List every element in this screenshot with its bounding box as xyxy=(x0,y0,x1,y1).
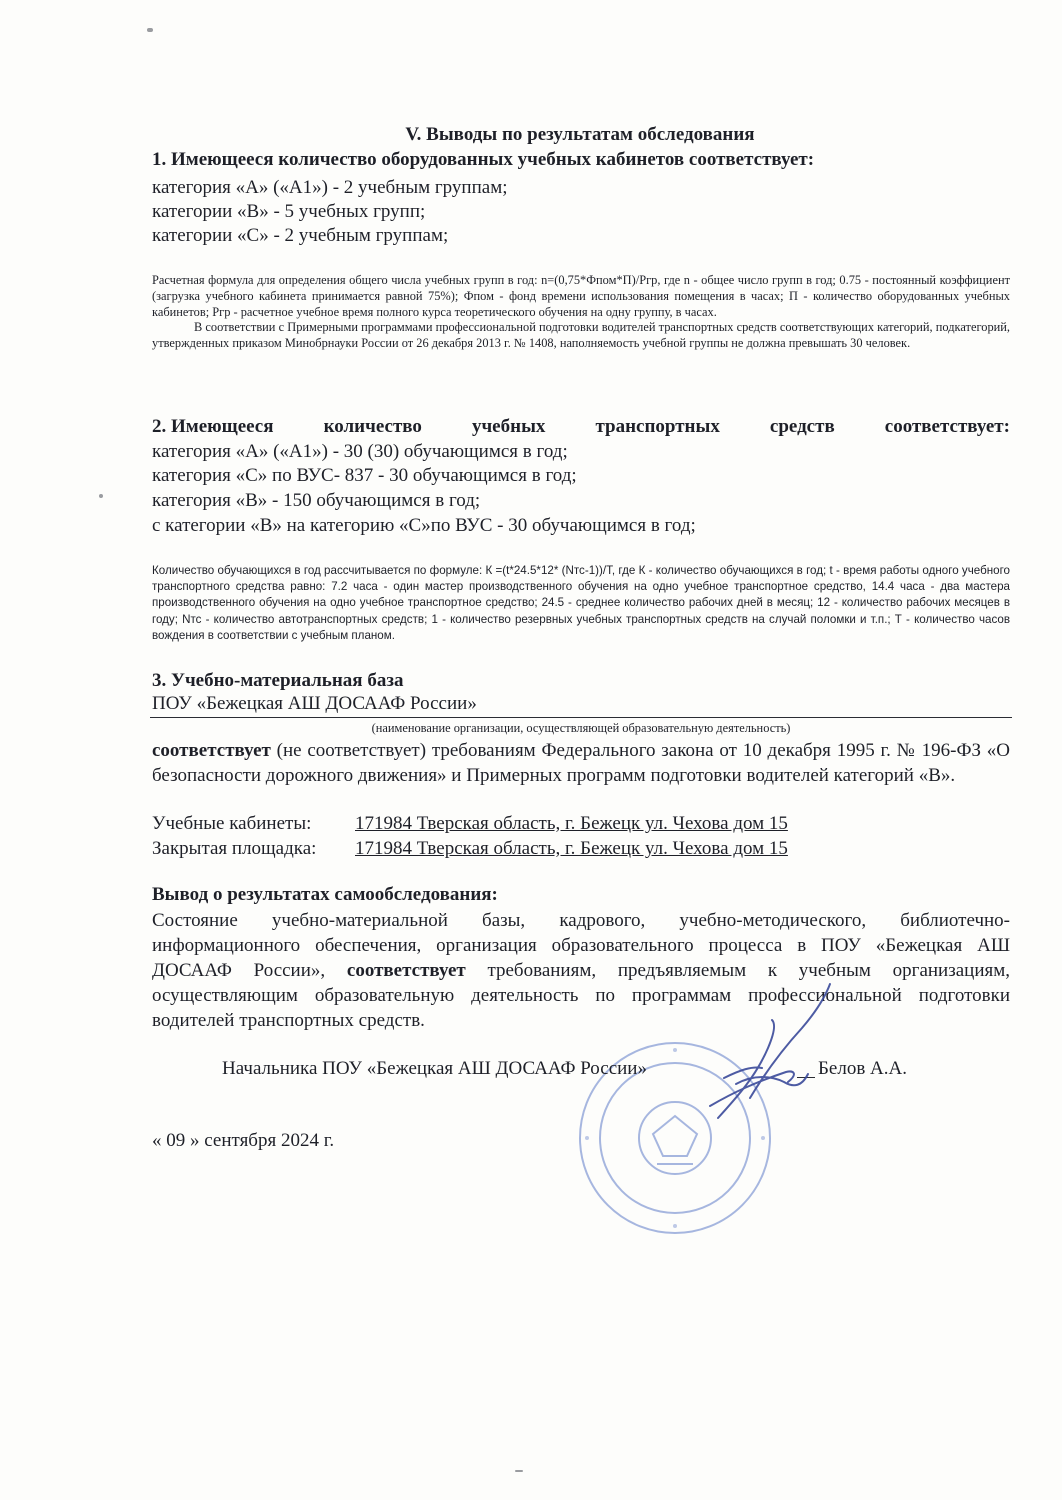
s1-heading: 1. Имеющееся количество оборудованных учебных кабинетов соответствует: xyxy=(152,149,815,170)
s1-program-note: В соответствии с Примерными программами профессиональной подготовки водителей транспортных средств соответствующих категорий, подкатегорий, утвержденных приказом Минобрнауки России от 26 декабря 2013 г. № 1408, наполняемость учебной группы не должна превышать 30 человек. xyxy=(152,320,1010,351)
s2-heading xyxy=(152,415,1010,439)
conclusion-text: Состояние учебно-материальной базы, кадрового, учебно-методического, библиотечно-информационного обеспечения, организация образовательного процесса в ПОУ «Бежецкая АШ ДОСААФ России», xyxy=(152,910,1010,981)
compliance-text: (не соответствует) требованиям Федерального закона от 10 декабря 1995 г. № 196-ФЗ «О безопасности дорожного движения» и Примерных программ подготовки водителей категорий «В». xyxy=(152,740,1010,786)
s2-heading-word: 2. Имеющееся xyxy=(152,416,274,437)
signatory-position: Начальника ПОУ «Бежецкая АШ ДОСААФ России» xyxy=(222,1058,647,1079)
conclusion-paragraph xyxy=(152,908,1010,1033)
s2-formula-note: Количество обучающихся в год рассчитывается по формуле: К =(t*24.5*12* (Nтс-1))/Т, где К - количество обучающихся в год; t - время работы одного учебного транспортного средства равно: 7.2 часа - один мастер производственного обучения на одно учебное транспортное средство, 14.4 часа - два мастера производственного обучения на одно учебное транспортное средство; 24.5 - среднее количество рабочих дней в месяц; 12 - количество рабочих месяцев в году; Nтс - количество автотранспортных средств; 1 - количество резервных учебных транспортных средств на случай поломки и т.п.; Т - количество часов вождения в соответствии с учебным планом. xyxy=(152,564,1010,642)
org-name: ПОУ «Бежецкая АШ ДОСААФ России» xyxy=(152,693,477,714)
section-title: V. Выводы по результатам обследования xyxy=(405,124,755,145)
conclusion-bold: соответствует xyxy=(346,960,466,981)
scan-speck xyxy=(99,494,103,498)
s2-heading-word: средств xyxy=(769,416,835,437)
org-caption: (наименование организации, осуществляющей образовательную деятельность) xyxy=(371,721,791,735)
document-date: « 09 » сентября 2024 г. xyxy=(152,1130,335,1151)
s2-heading-word: транспортных xyxy=(595,416,720,437)
s3-heading: 3. Учебно-материальная база xyxy=(152,670,404,691)
ground-label: Закрытая площадка: xyxy=(152,838,317,859)
classrooms-label: Учебные кабинеты: xyxy=(152,813,312,834)
scan-speck xyxy=(147,28,153,32)
s1-line: категории «С» - 2 учебным группам; xyxy=(152,225,449,246)
s2-heading-word: учебных xyxy=(471,416,546,437)
conclusion-text: требованиям, предъявляемым к учебным организациям, осуществляющим образовательную деятельность по программам профессиональной подготовки водителей транспортных средств. xyxy=(152,960,1010,1031)
s2-line: категория «В» - 150 обучающимся в год; xyxy=(152,490,481,511)
s2-heading-word: соответствует: xyxy=(884,416,1010,437)
s2-line: категория «А» («А1») - 30 (30) обучающимся в год; xyxy=(152,441,568,462)
s2-line: с категории «В» на категорию «С»по ВУС - 30 обучающимся в год; xyxy=(152,515,696,536)
handwritten-signature xyxy=(690,978,840,1128)
ground-address: 171984 Тверская область, г. Бежецк ул. Чехова дом 15 xyxy=(355,838,788,859)
conclusion-heading: Вывод о результатах самообследования: xyxy=(152,884,498,905)
s1-notes xyxy=(152,273,1010,352)
signatory-name: Белов А.А. xyxy=(818,1058,907,1079)
classrooms-address: 171984 Тверская область, г. Бежецк ул. Чехова дом 15 xyxy=(355,813,788,834)
s2-line: категория «С» по ВУС- 837 - 30 обучающимся в год; xyxy=(152,465,577,486)
compliance-bold: соответствует xyxy=(152,740,271,761)
org-underline xyxy=(150,717,1012,718)
s2-heading-word: количество xyxy=(323,416,422,437)
s1-line: категория «А» («А1») - 2 учебным группам; xyxy=(152,177,508,198)
compliance-paragraph xyxy=(152,738,1010,788)
s1-line: категории «В» - 5 учебных групп; xyxy=(152,201,426,222)
scan-speck xyxy=(515,1470,523,1472)
s1-formula-note: Расчетная формула для определения общего числа учебных групп в год: n=(0,75*Фпом*П)/Ргр, где n - общее число групп в год; 0.75 - постоянный коэффициент (загрузка учебного кабинета принимается равной 75%); Фпом - фонд времени использования помещения в часах; П - количество оборудованных учебных кабинетов; Ргр - расчетное учебное время полного курса теоретического обучения на одну группу, в часах. xyxy=(152,273,1010,319)
